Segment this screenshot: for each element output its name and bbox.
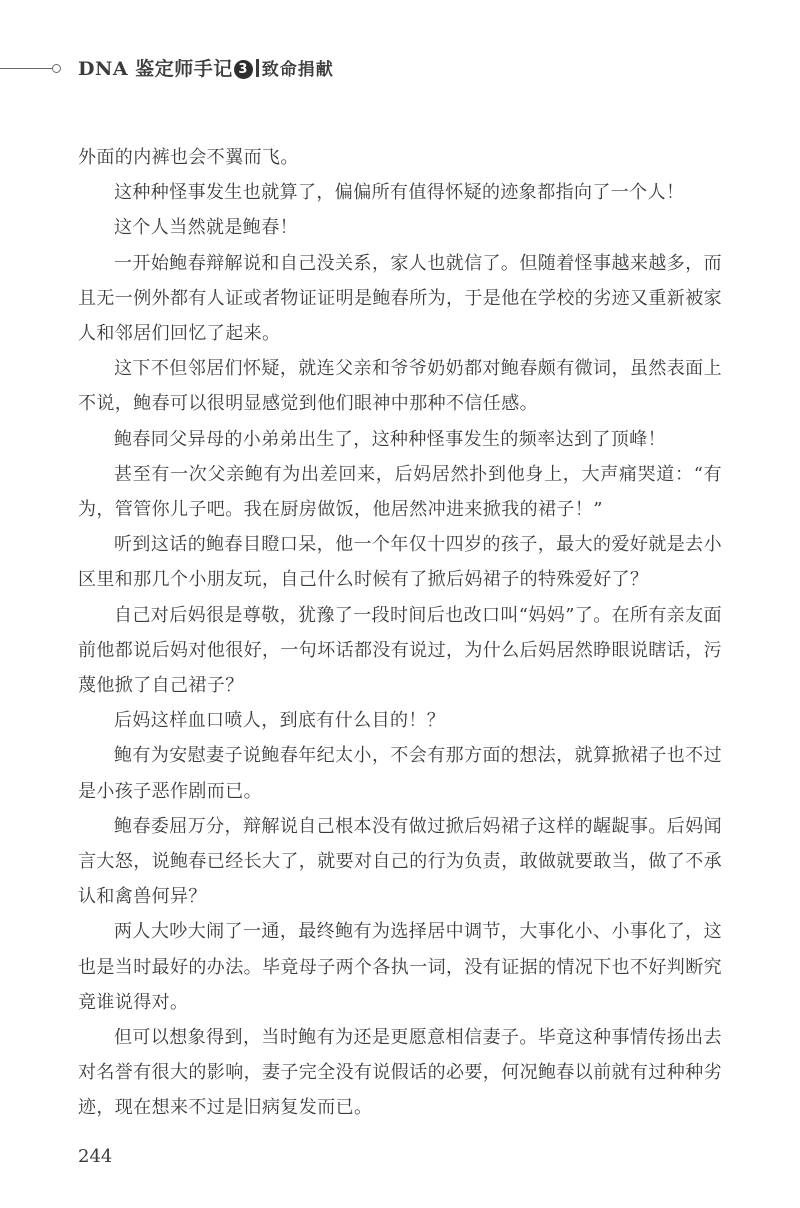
volume-badge: 3 [234,60,253,79]
paragraph: 一开始鲍春辩解说和自己没关系，家人也就信了。但随着怪事越来越多，而且无一例外都有人证或者物证证明是鲍春所为，于是他在学校的劣迹又重新被家人和邻居们回忆了起来。 [78,252,722,345]
page-number: 244 [78,1146,113,1167]
paragraph: 后妈这样血口喷人，到底有什么目的！？ [114,710,446,732]
paragraph: 鲍有为安慰妻子说鲍春年纪太小，不会有那方面的想法，就算掀裙子也不过是小孩子恶作剧而已。 [78,745,722,802]
paragraph: 甚至有一次父亲鲍有为出差回来，后妈居然扑到他身上，大声痛哭道：“有为，管管你儿子吧。我在厨房做饭，他居然冲进来掀我的裙子！” [78,463,722,521]
paragraph: 外面的内裤也会不翼而飞。 [78,147,299,168]
paragraph: 两人大吵大闹了一通，最终鲍有为选择居中调节，大事化小、小事化了，这也是当时最好的办法。毕竟母子两个各执一词，没有证据的情况下也不好判断究竟谁说得对。 [78,921,722,1013]
book-subtitle: 致命捐献 [261,60,334,80]
paragraph: 鲍春委屈万分，辩解说自己根本没有做过掀后妈裙子这样的龌龊事。后妈闻言大怒，说鲍春已经长大了，就要对自己的行为负责，敢做就要敢当，做了不承认和禽兽何异？ [78,815,722,908]
header-separator [256,59,259,77]
paragraph: 鲍春同父异母的小弟弟出生了，这种种怪事发生的频率达到了顶峰！ [114,428,666,450]
header-rule [0,68,52,69]
paragraph: 自己对后妈很是尊敬，犹豫了一段时间后也改口叫“妈妈”了。在所有亲友面前他都说后妈对他很好，一句坏话都没有说过，为什么后妈居然睁眼说瞎话，污蔑他掀了自己裙子？ [78,604,723,697]
paragraph: 这种种怪事发生也就算了，偏偏所有值得怀疑的迹象都指向了一个人！ [114,182,685,204]
header-title-group [78,54,334,81]
running-header [0,46,800,86]
book-title: DNA 鉴定师手记 [78,58,233,80]
paragraph: 但可以想象得到，当时鲍有为还是更愿意相信妻子。毕竟这种事情传扬出去对名誉有很大的影响，妻子完全没有说假话的必要，何况鲍春以前就有过种种劣迹，现在想来不过是旧病复发而已。 [78,1027,722,1119]
paragraph: 听到这话的鲍春目瞪口呆，他一个年仅十四岁的孩子，最大的爱好就是去小区里和那几个小朋友玩，自己什么时候有了掀后妈裙子的特殊爱好了？ [78,534,722,591]
body-text [78,140,722,1126]
paragraph: 这个人当然就是鲍春！ [114,217,298,239]
paragraph: 这下不但邻居们怀疑，就连父亲和爷爷奶奶都对鲍春颇有微词，虽然表面上不说，鲍春可以很明显感觉到他们眼神中那种不信任感。 [78,358,722,415]
header-rule-end-circle [52,64,61,73]
